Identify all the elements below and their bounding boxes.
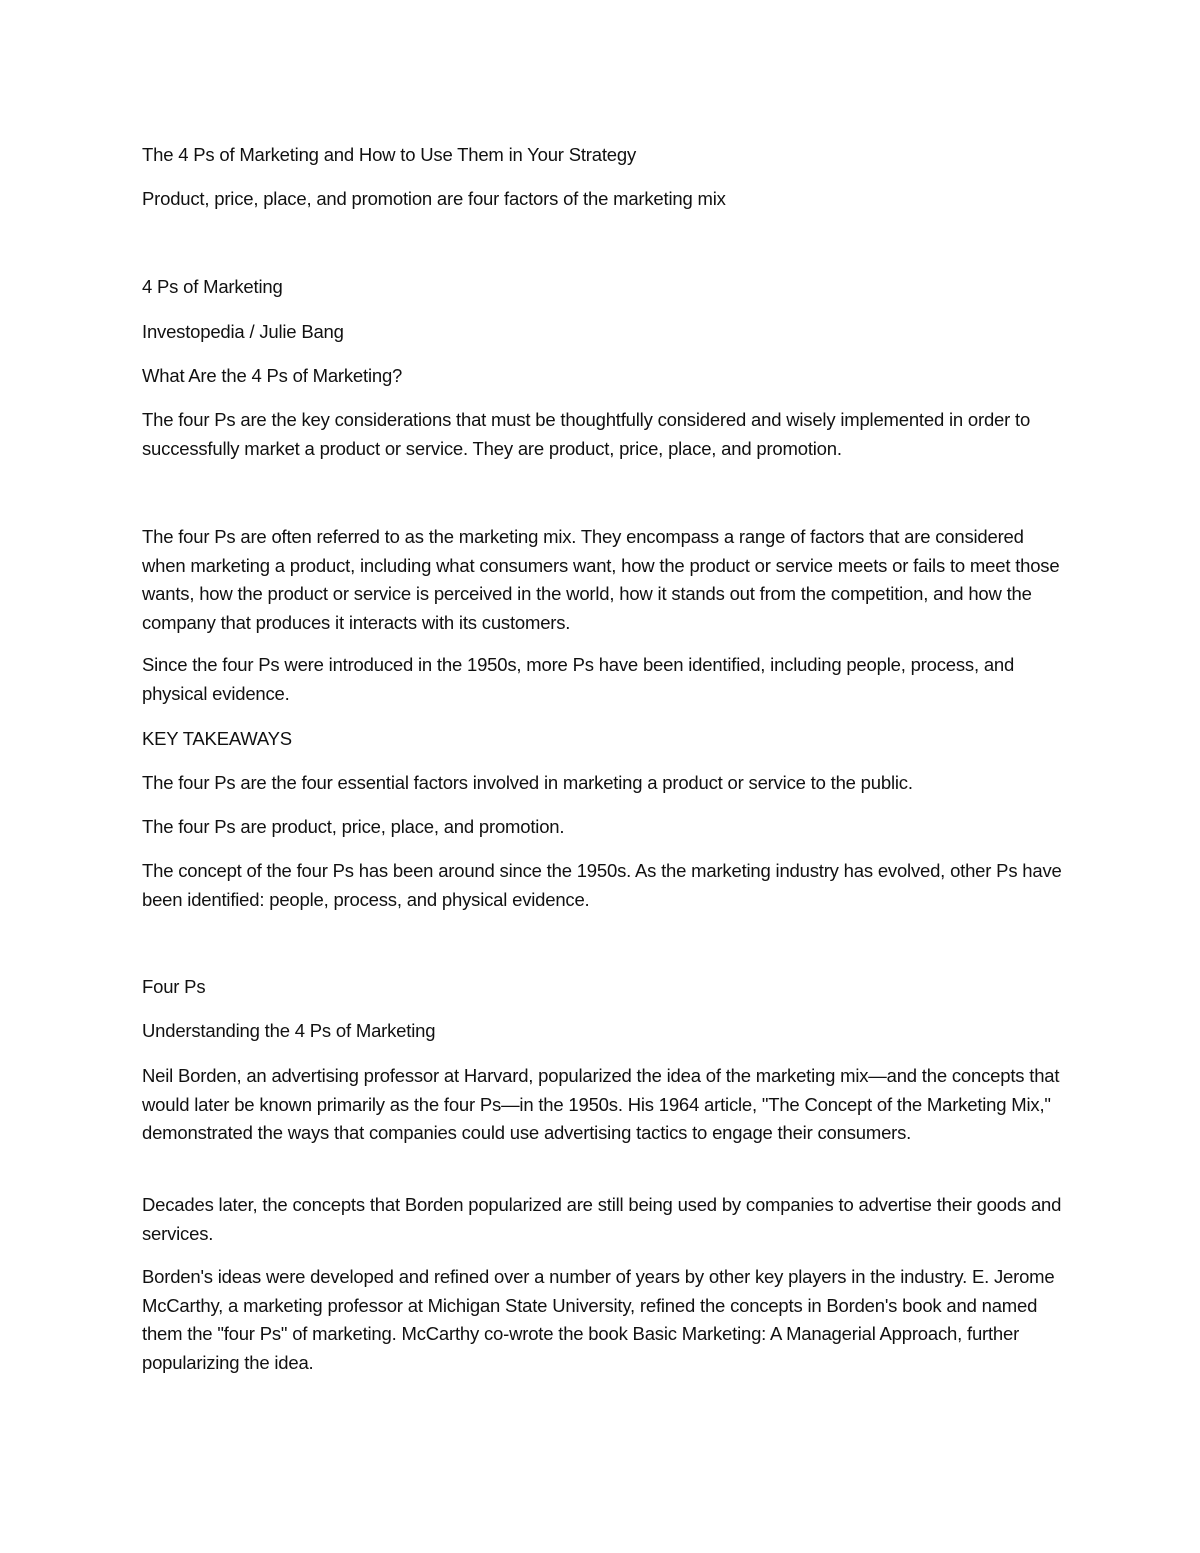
takeaway-item: The four Ps are product, price, place, and promotion. <box>142 816 565 837</box>
document-subtitle: Product, price, place, and promotion are four factors of the marketing mix <box>142 188 726 209</box>
four-ps-label: Four Ps <box>142 976 206 997</box>
paragraph: Neil Borden, an advertising professor at Harvard, popularized the idea of the marketing mix—and the concepts that would later be known primarily as the four Ps—in the 1950s. His 1964 article, "The Concept of the Marketing Mix," demonstrated the ways that companies could use advertising tactics to engage their consumers. <box>142 1065 1060 1143</box>
takeaway-item: The four Ps are the four essential factors involved in marketing a product or service to the public. <box>142 772 913 793</box>
paragraph: The four Ps are the key considerations that must be thoughtfully considered and wisely implemented in order to successfully market a product or service. They are product, price, place, and promotion. <box>142 409 1031 459</box>
image-caption: 4 Ps of Marketing <box>142 276 283 297</box>
takeaway-item: The concept of the four Ps has been around since the 1950s. As the marketing industry has evolved, other Ps have been identified: people, process, and physical evidence. <box>142 860 1062 910</box>
image-credit: Investopedia / Julie Bang <box>142 321 344 342</box>
section-heading-what-are: What Are the 4 Ps of Marketing? <box>142 365 403 386</box>
section-heading-understanding: Understanding the 4 Ps of Marketing <box>142 1020 436 1041</box>
paragraph: The four Ps are often referred to as the marketing mix. They encompass a range of factors that are considered when marketing a product, including what consumers want, how the product or service meets or fails to meet those wants, how the product or service is perceived in the world, how it stands out from the competition, and how the company that produces it interacts with its customers. <box>142 526 1060 633</box>
key-takeaways-heading: KEY TAKEAWAYS <box>142 728 292 749</box>
paragraph: Borden's ideas were developed and refined over a number of years by other key players in the industry. E. Jerome McCarthy, a marketing professor at Michigan State University, refined the concepts in Borden's book and named them the "four Ps" of marketing. McCarthy co-wrote the book Basic Marketing: A Managerial Approach, further popularizing the idea. <box>142 1266 1055 1373</box>
document-title: The 4 Ps of Marketing and How to Use Them in Your Strategy <box>142 144 636 165</box>
paragraph: Decades later, the concepts that Borden popularized are still being used by companies to advertise their goods and services. <box>142 1194 1062 1244</box>
paragraph: Since the four Ps were introduced in the 1950s, more Ps have been identified, including people, process, and physical evidence. <box>142 654 1015 704</box>
